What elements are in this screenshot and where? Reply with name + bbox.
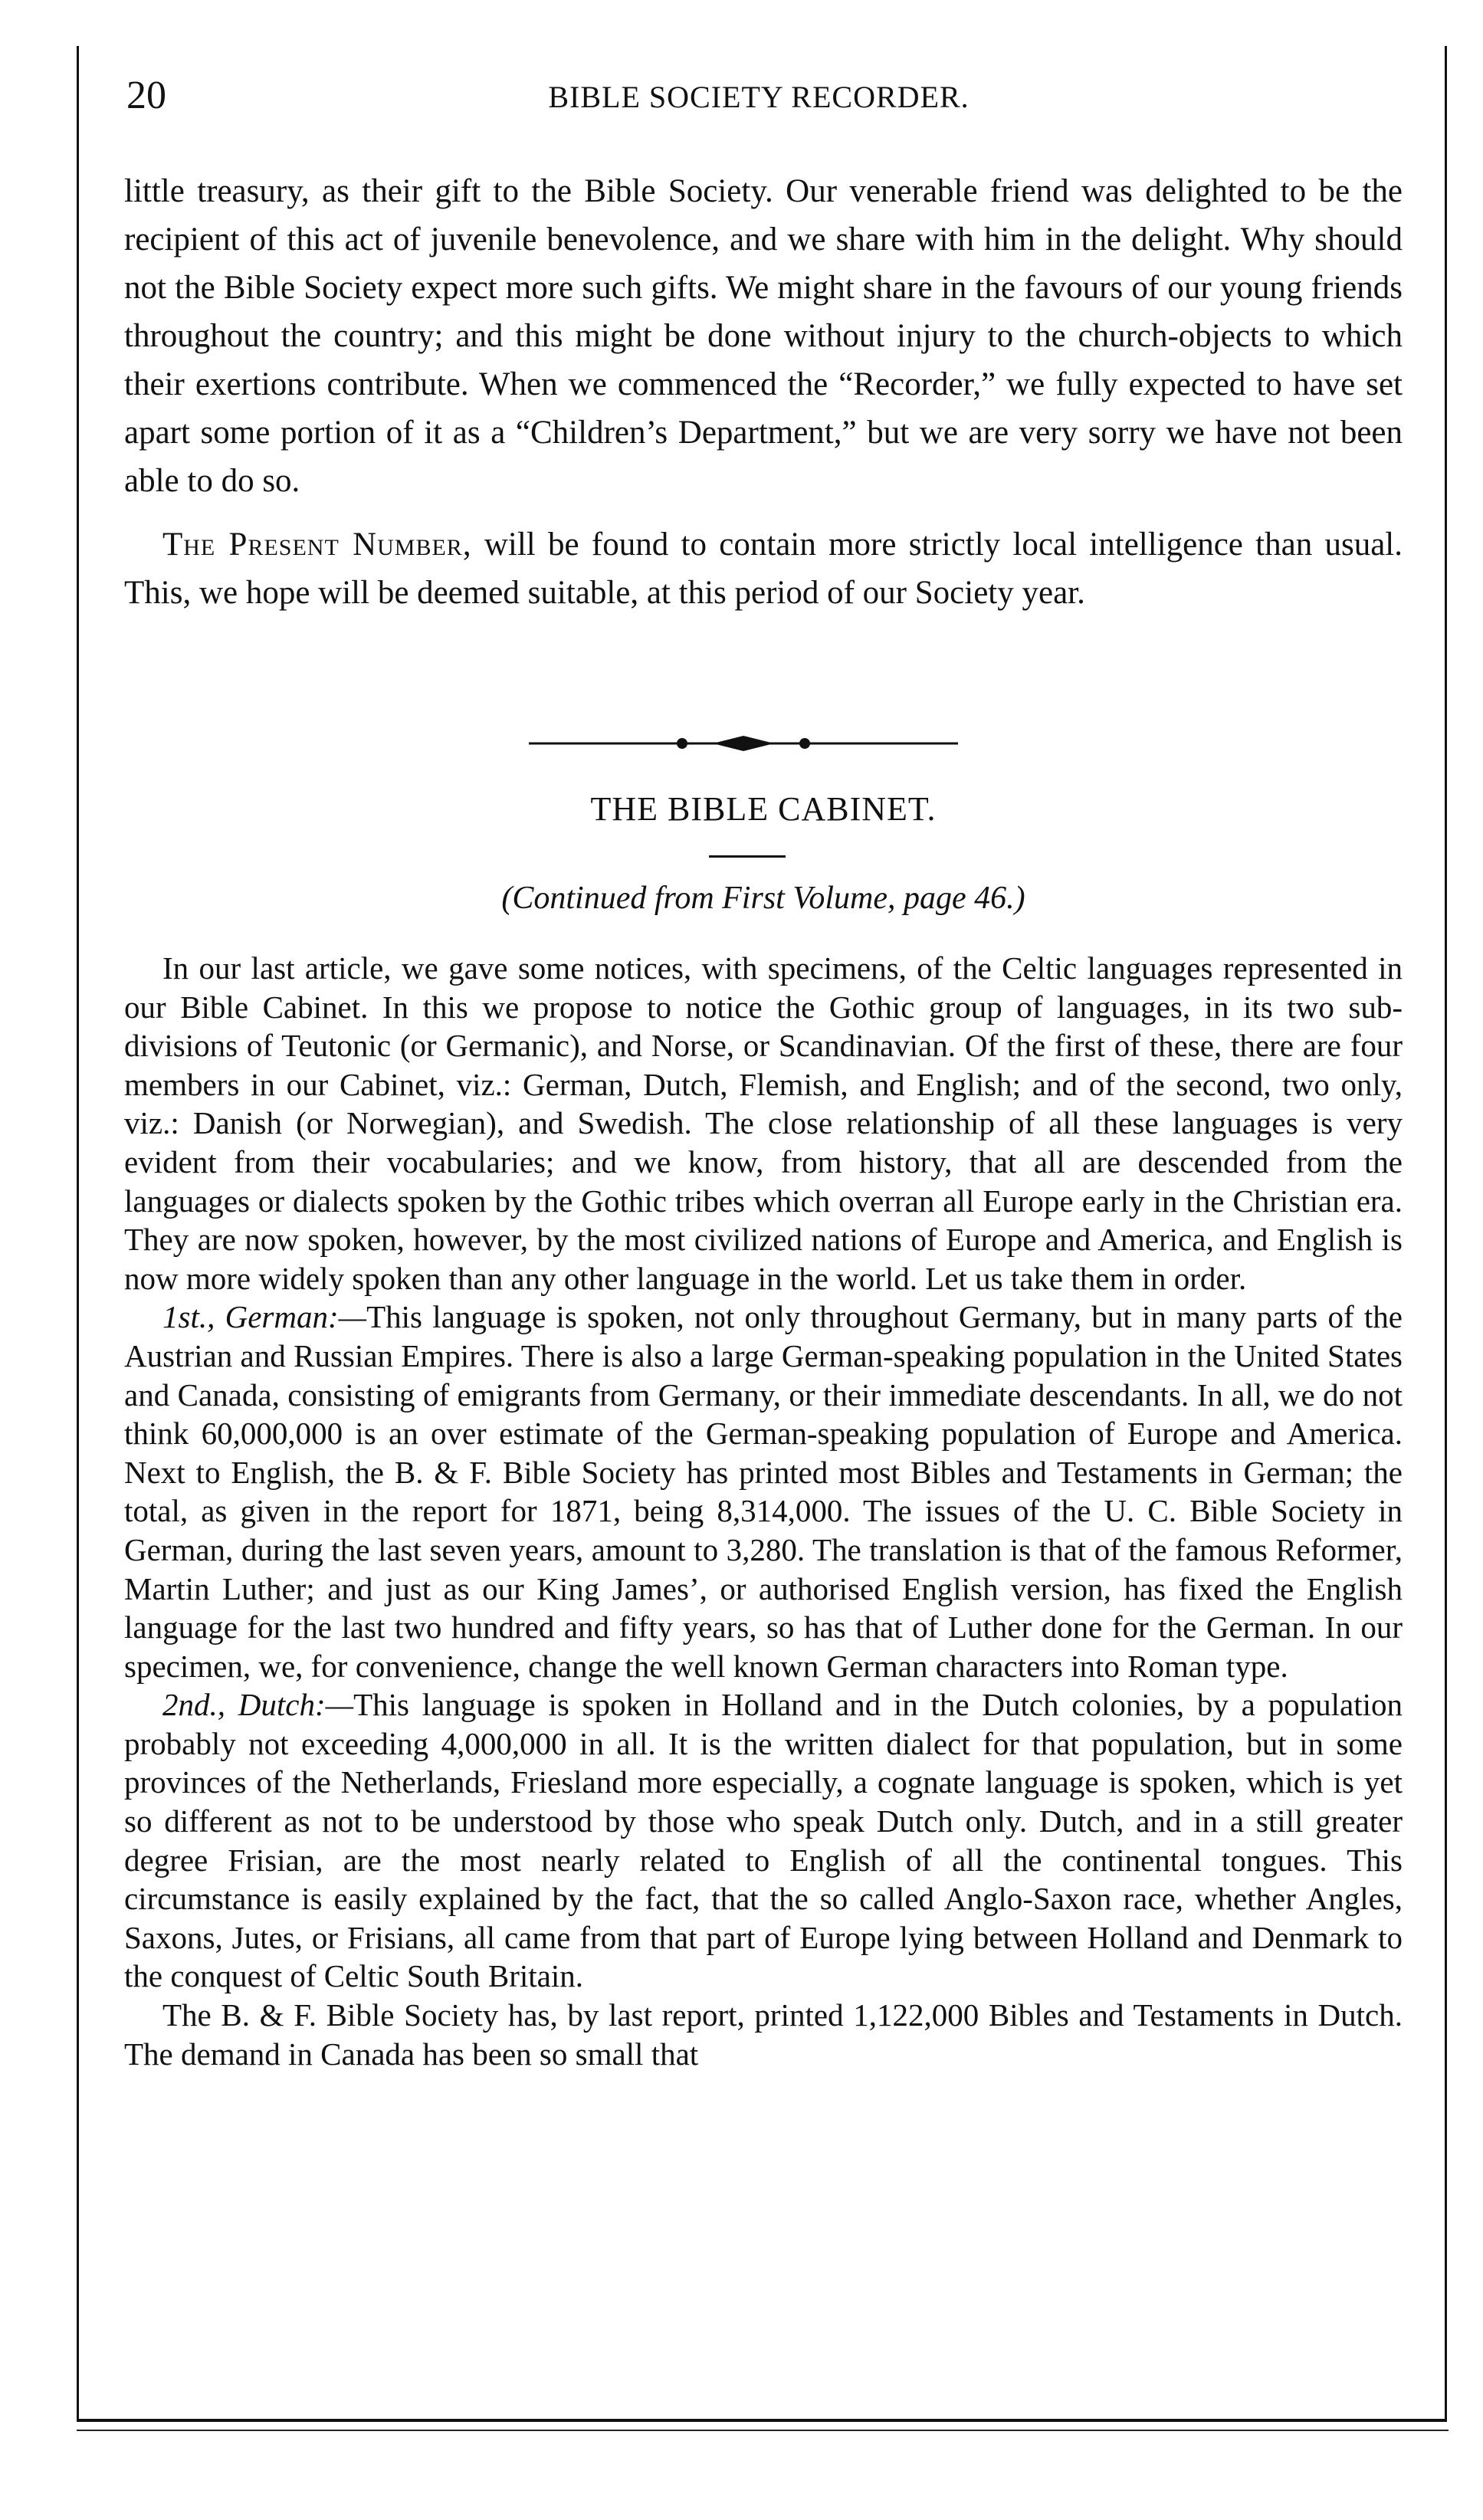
- intro-paragraph: little treasury, as their gift to the Bible Society. Our venerable friend was delighted to be the recipient of this act of juvenile benevolence, and we share with him in the delight. Why should not the Bible Society expect more such gifts. We might share in the favours of our young friends throughout the country; and this might be done without injury to the church-objects to which their exertions contribute. When we commenced the “Recorder,” we fully expected to have set apart some portion of it as a “Children’s Department,” but we are very sorry we have not been able to do so.: [124, 173, 1403, 499]
- running-head: [126, 73, 1391, 126]
- article-body: [124, 949, 1403, 2073]
- title-rule: [709, 855, 786, 858]
- article-paragraph-1: In our last article, we gave some notices, with specimens, of the Celtic languages represented in our Bible Cabinet. In this we propose to notice the Gothic group of languages, in its two sub-divisions of Teutonic (or Germanic), and Norse, or Scandinavian. Of the first of these, there are four members in our Cabinet, viz.: German, Dutch, Flemish, and English; and of the second, two only, viz.: Danish (or Norwegian), and Swedish. The close relationship of all these languages is very evident from their vocabularies; and we know, from history, that all are descended from the languages or dialects spoken by the Gothic tribes which overran all Europe early in the Christian era. They are now spoken, however, by the most civilized nations of Europe and America, and English is now more widely spoken than any other language in the world. Let us take them in order.: [124, 950, 1403, 1296]
- continued-note: (Continued from First Volume, page 46.): [501, 881, 1025, 916]
- intro-section: [124, 167, 1403, 617]
- journal-title: BIBLE SOCIETY RECORDER.: [548, 80, 970, 114]
- bottom-rule: [77, 2430, 1449, 2431]
- section-divider-ornament: [529, 728, 958, 759]
- german-text: This language is spoken, not only throughout Germany, but in many parts of the Austrian and Russian Empires. There is also a large German-speaking population in the United States and Canada, consisting of emigrants from Germany, or their immediate descendants. In all, we do not think 60,000,000 is an over estimate of the German-speaking population of Europe and America. Next to English, the B. & F. Bible Society has printed most Bibles and Testaments in German; the total, as given in the report for 1871, being 8,314,000. The issues of the U. C. Bible Society in German, during the last seven years, amount to 3,280. The translation is that of the famous Reformer, Martin Luther; and just as our King James’, or authorised English version, has fixed the English language for the last two hundred and fifty years, so has that of Luther done for the German. In our specimen, we, for convenience, change the well known German characters into Roman type.: [124, 1299, 1403, 1684]
- article-title: THE BIBLE CABINET.: [590, 790, 937, 828]
- present-number-lead: The Present Number,: [162, 527, 472, 563]
- page-number: 20: [126, 74, 166, 117]
- present-number-paragraph: [124, 520, 1403, 617]
- article-paragraph-4: The B. & F. Bible Society has, by last report, printed 1,122,000 Bibles and Testaments in Dutch. The demand in Canada has been so small that: [124, 1997, 1403, 2072]
- dutch-lead: 2nd., Dutch:—: [162, 1687, 354, 1723]
- german-lead: 1st., German:—: [162, 1299, 367, 1335]
- article-paragraph-german: [124, 1298, 1403, 1685]
- present-number-text: will be found to contain more strictly local intelligence than usual. This, we hope will be deemed suitable, at this period of our Society year.: [124, 527, 1403, 611]
- article-paragraph-dutch: [124, 1685, 1403, 1996]
- dutch-text: This language is spoken in Holland and in the Dutch colonies, by a population probably not exceeding 4,000,000 in all. It is the written dialect for that population, but in some provinces of the Netherlands, Friesland more especially, a cognate language is spoken, which is yet so different as not to be understood by those who speak Dutch only. Dutch, and in a still greater degree Frisian, are the most nearly related to English of all the continental tongues. This circumstance is easily explained by the fact, that the so called Anglo-Saxon race, whether Angles, Saxons, Jutes, or Frisians, all came from that part of Europe lying between Holland and Denmark to the conquest of Celtic South Britain.: [124, 1687, 1403, 1994]
